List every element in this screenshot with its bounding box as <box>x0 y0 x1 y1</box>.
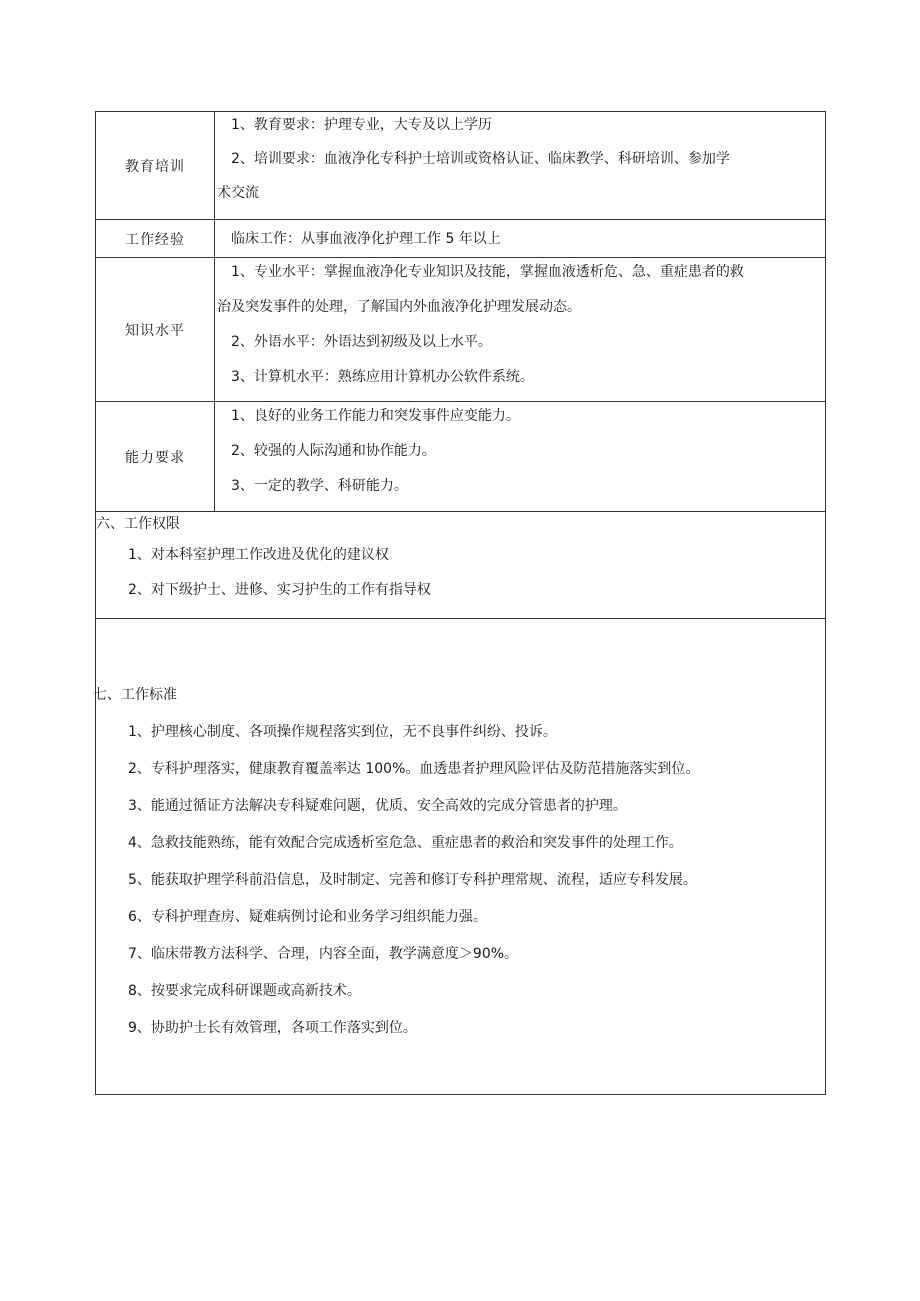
standard-item: 6、专科护理查房、疑难病例讨论和业务学习组织能力强。 <box>128 909 487 925</box>
training-requirement-continued: 术交流 <box>217 185 259 201</box>
professional-level: 1、专业水平：掌握血液净化专业知识及技能，掌握血液透析危、急、重症患者的救 <box>231 264 744 280</box>
ability-requirement-row <box>96 402 825 512</box>
knowledge-level-label: 知识水平 <box>96 258 215 401</box>
standard-item: 3、能通过循证方法解决专科疑难问题，优质、安全高效的完成分管患者的护理。 <box>128 798 627 814</box>
work-authority-title: 六、工作权限 <box>96 516 180 532</box>
standard-item: 8、按要求完成科研课题或高新技术。 <box>128 983 361 999</box>
work-experience-row <box>96 220 825 258</box>
work-experience-content <box>215 220 825 257</box>
computer-level: 3、计算机水平：熟练应用计算机办公软件系统。 <box>231 369 534 385</box>
authority-item: 1、对本科室护理工作改进及优化的建议权 <box>128 547 389 563</box>
professional-level-continued: 治及突发事件的处理，了解国内外血液净化护理发展动态。 <box>217 299 581 315</box>
knowledge-level-row <box>96 258 825 402</box>
work-standards-title: 七、工作标准 <box>93 687 177 703</box>
work-standards-section <box>93 619 825 1094</box>
ability-item: 1、良好的业务工作能力和突发事件应变能力。 <box>231 408 520 424</box>
education-training-label: 教育培训 <box>96 112 215 219</box>
standard-item: 7、临床带教方法科学、合理，内容全面，教学满意度＞90%。 <box>128 946 519 962</box>
knowledge-level-content <box>215 258 825 401</box>
ability-item: 2、较强的人际沟通和协作能力。 <box>231 443 436 459</box>
standard-item: 9、协助护士长有效管理，各项工作落实到位。 <box>128 1020 417 1036</box>
ability-item: 3、一定的教学、科研能力。 <box>231 478 408 494</box>
ability-requirement-label: 能力要求 <box>96 402 215 511</box>
work-experience-label: 工作经验 <box>96 220 215 257</box>
standard-item: 2、专科护理落实，健康教育覆盖率达 100%。血透患者护理风险评估及防范措施落实到位。 <box>128 761 700 777</box>
foreign-language-level: 2、外语水平：外语达到初级及以上水平。 <box>231 334 492 350</box>
section-spacer <box>96 619 825 677</box>
work-authority-section <box>96 512 825 619</box>
education-training-row <box>96 112 825 220</box>
standard-item: 1、护理核心制度、各项操作规程落实到位，无不良事件纠纷、投诉。 <box>128 724 557 740</box>
authority-item: 2、对下级护士、进修、实习护生的工作有指导权 <box>128 582 431 598</box>
education-training-content <box>215 112 825 219</box>
education-requirement: 1、教育要求：护理专业，大专及以上学历 <box>231 117 492 133</box>
standard-item: 5、能获取护理学科前沿信息，及时制定、完善和修订专科护理常规、流程，适应专科发展。 <box>128 872 697 888</box>
ability-requirement-content <box>215 402 825 511</box>
job-description-document <box>95 111 826 1095</box>
standard-item: 4、急救技能熟练，能有效配合完成透析室危急、重症患者的救治和突发事件的处理工作。 <box>128 835 683 851</box>
training-requirement: 2、培训要求：血液净化专科护士培训或资格认证、临床教学、科研培训、参加学 <box>231 151 730 167</box>
clinical-work-requirement: 临床工作：从事血液净化护理工作 5 年以上 <box>231 231 501 247</box>
